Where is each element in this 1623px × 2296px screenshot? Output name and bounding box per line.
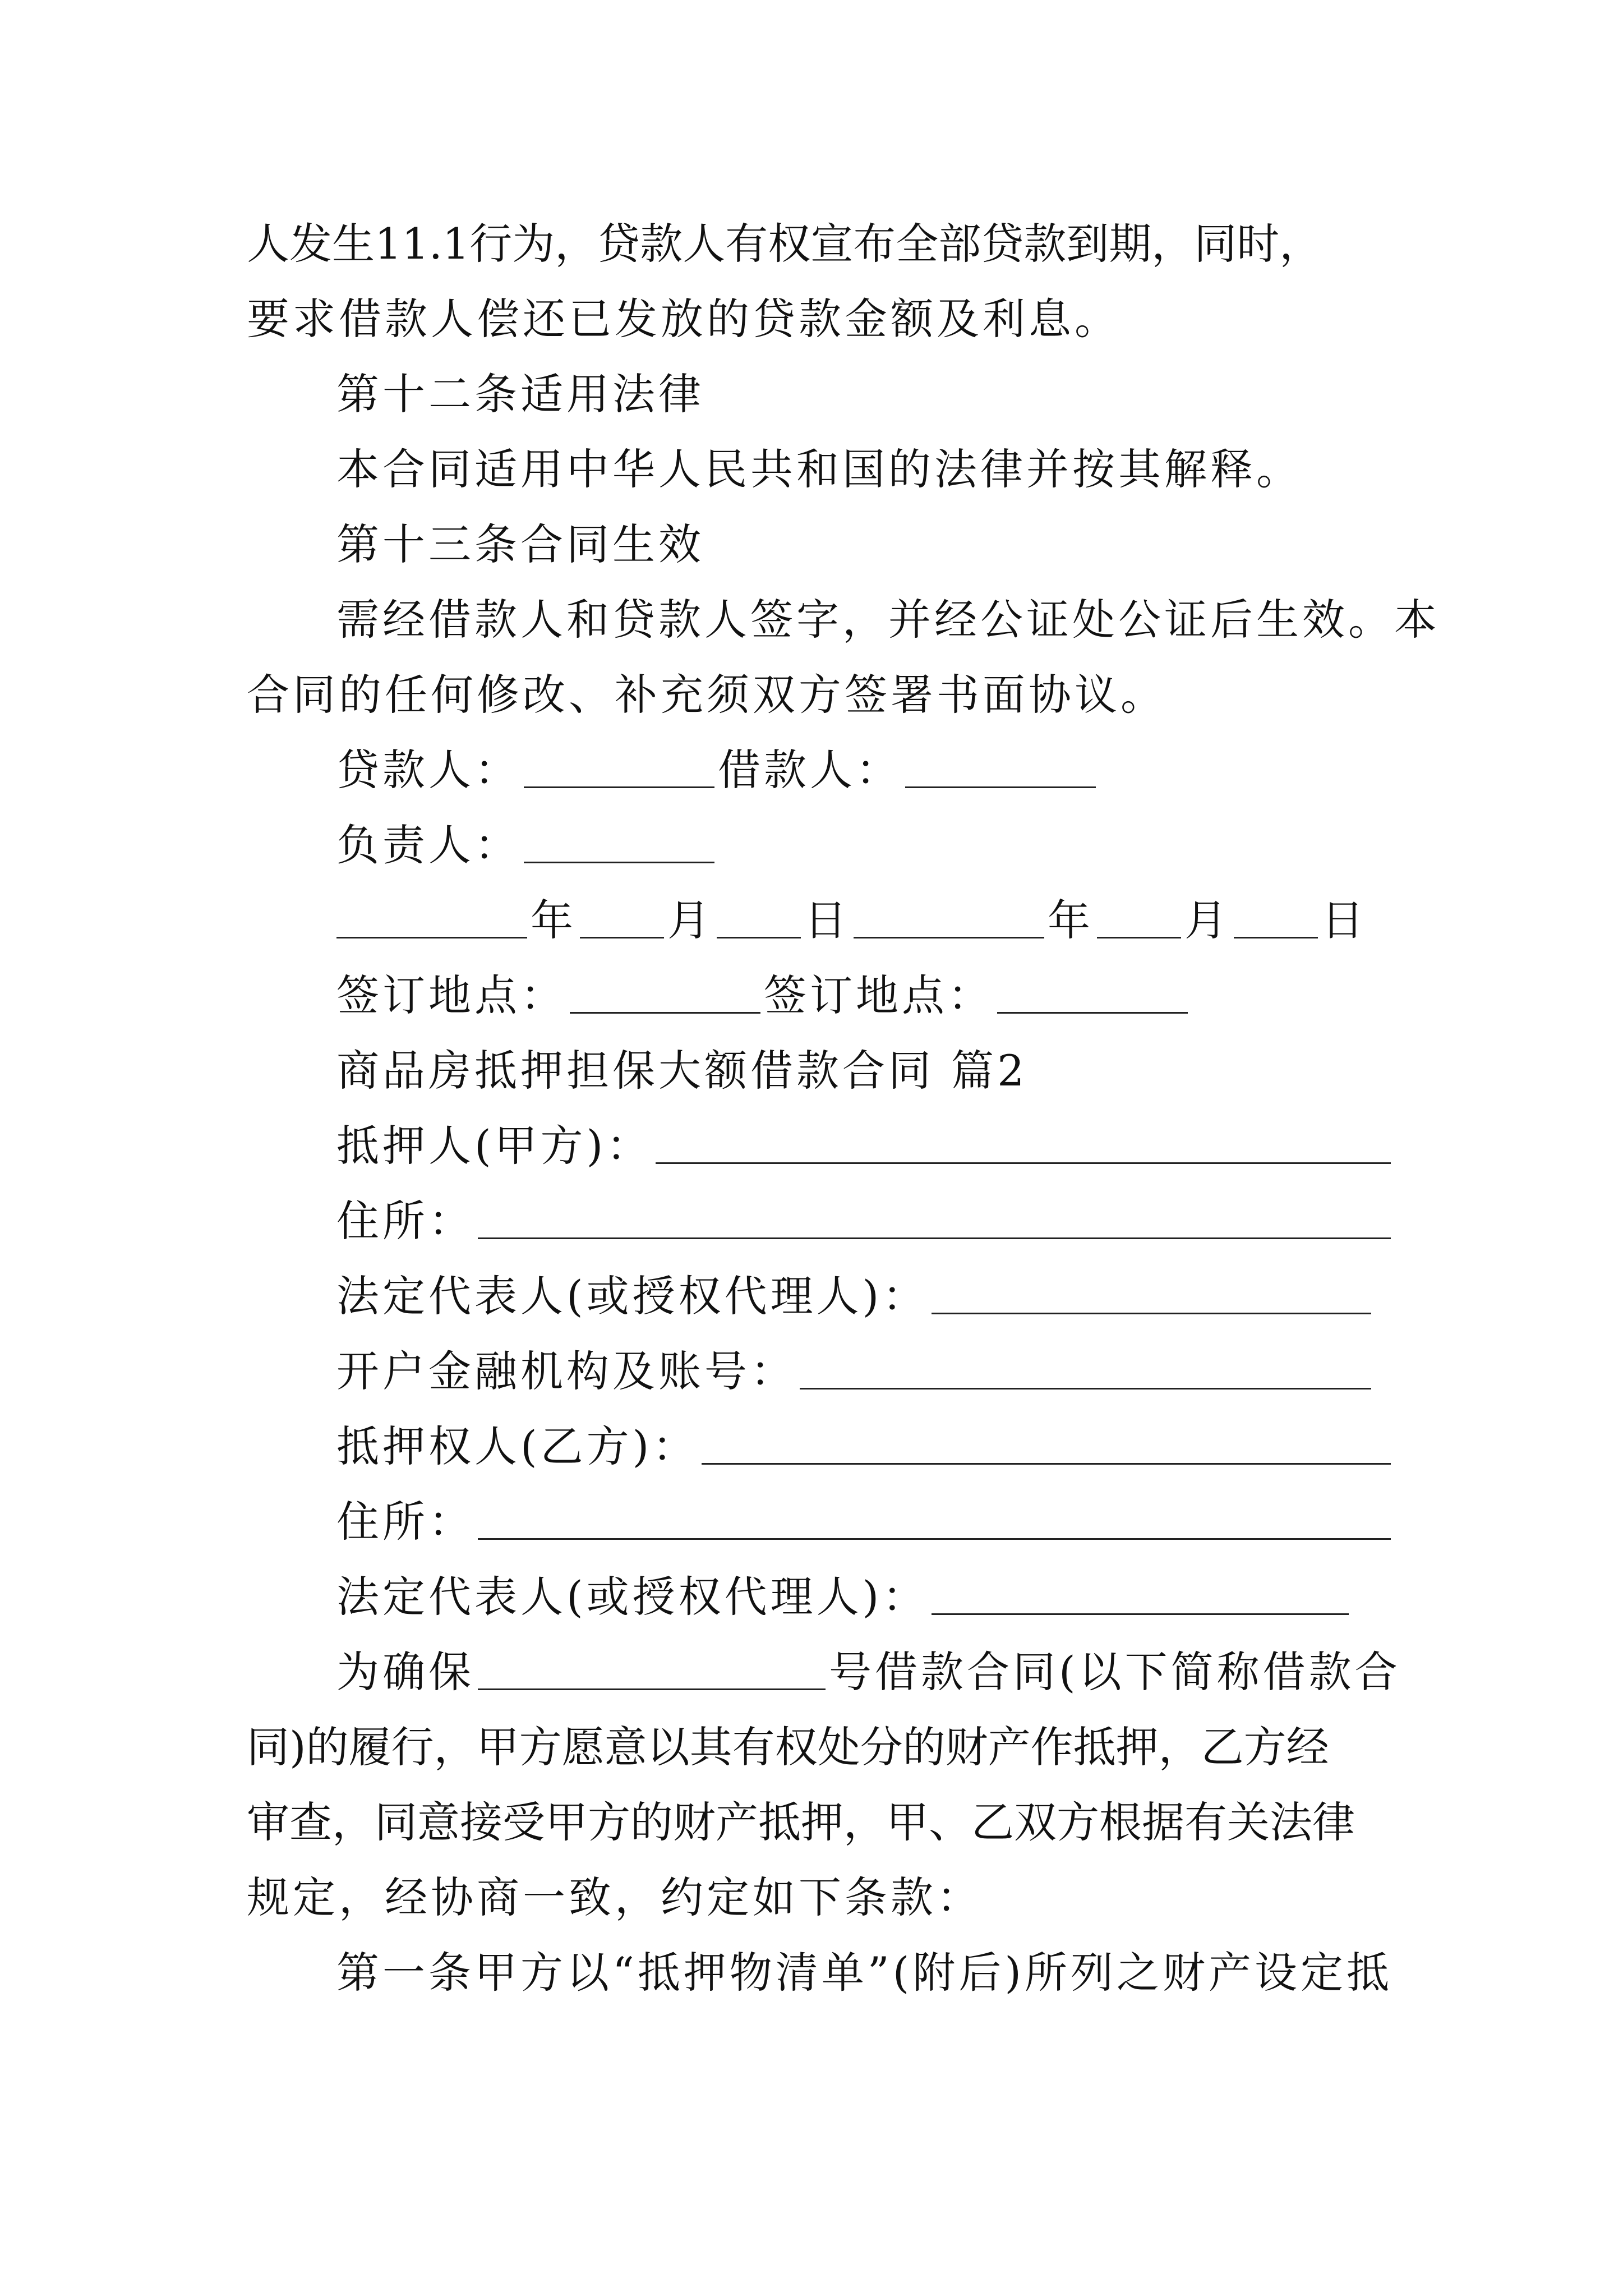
borrower-label: 借款人： (718, 745, 902, 795)
field-row (336, 1188, 1391, 1255)
field-row (336, 1488, 1391, 1556)
legal-rep-label: 法定代表人(或授权代理人)： (336, 1572, 929, 1622)
field-row (336, 1413, 1391, 1480)
place-blank[interactable] (570, 972, 760, 1014)
mortgagor-blank[interactable] (656, 1122, 1391, 1164)
address-blank[interactable] (478, 1498, 1391, 1540)
lender-label: 贷款人： (336, 745, 520, 795)
day-label: 日 (1321, 895, 1367, 945)
text-segment: 为确保 (336, 1647, 474, 1697)
day-blank[interactable] (1234, 896, 1318, 938)
place-label: 签订地点： (336, 970, 566, 1020)
paragraph-line (247, 1714, 1391, 1781)
field-row (336, 1112, 1391, 1180)
address-label: 住所： (336, 1196, 474, 1246)
signature-row-parties (336, 737, 1391, 804)
bank-account-label: 开户金融机构及账号： (336, 1346, 796, 1396)
month-label: 月 (667, 895, 713, 945)
paragraph-line (247, 210, 1391, 278)
year-label: 年 (531, 895, 577, 945)
year-label: 年 (1048, 895, 1094, 945)
clause-heading: 第十三条合同生效 (336, 519, 704, 569)
clause-heading: 第十二条适用法律 (336, 369, 704, 419)
mortgagee-label: 抵押权人(乙方)： (336, 1421, 699, 1471)
paragraph-line (247, 1789, 1391, 1856)
section-title: 商品房抵押担保大额借款合同 篇2 (336, 1046, 1028, 1096)
mortgagee-blank[interactable] (702, 1423, 1391, 1465)
place-label: 签订地点： (764, 970, 994, 1020)
paragraph-line: 要求借款人偿还已发放的贷款金额及利息。 (247, 294, 1121, 344)
contract-number-blank[interactable] (478, 1648, 826, 1690)
legal-rep-blank[interactable] (932, 1573, 1349, 1615)
day-label: 日 (804, 895, 850, 945)
text-line: 审查，同意接受甲方的财产抵押，甲、乙双方根据有关法律 (247, 1797, 1355, 1847)
paragraph-line: 合同的任何修改、补充须双方签署书面协议。 (247, 670, 1166, 720)
month-blank[interactable] (580, 896, 664, 938)
address-blank[interactable] (478, 1197, 1391, 1239)
paragraph-line: 第一条甲方以“抵押物清单”(附后)所列之财产设定抵 (336, 1948, 1393, 1998)
field-row (336, 1263, 1391, 1330)
address-label: 住所： (336, 1497, 474, 1547)
person-in-charge-blank[interactable] (524, 821, 714, 863)
legal-rep-label: 法定代表人(或授权代理人)： (336, 1271, 929, 1321)
lender-blank[interactable] (524, 746, 714, 788)
borrower-blank[interactable] (905, 746, 1096, 788)
mortgagor-label: 抵押人(甲方)： (336, 1121, 653, 1171)
month-blank[interactable] (1097, 896, 1181, 938)
paragraph-line: 需经借款人和贷款人签字，并经公证处公证后生效。本 (336, 595, 1440, 645)
month-label: 月 (1184, 895, 1230, 945)
signature-row-dates (336, 887, 1391, 954)
bank-account-blank[interactable] (800, 1347, 1371, 1389)
paragraph-line: 本合同适用中华人民共和国的法律并按其解释。 (336, 444, 1302, 494)
person-in-charge-label: 负责人： (336, 820, 520, 870)
year-blank[interactable] (854, 896, 1044, 938)
place-blank[interactable] (997, 972, 1188, 1014)
day-blank[interactable] (717, 896, 801, 938)
field-row (336, 1563, 1391, 1631)
text-segment: 号借款合同(以下简称借款合 (829, 1647, 1401, 1697)
text-line: 人发生11.1行为，贷款人有权宣布全部贷款到期，同时， (247, 219, 1322, 269)
year-blank[interactable] (336, 896, 527, 938)
text-line: 同)的履行，甲方愿意以其有权处分的财产作抵押，乙方经 (247, 1722, 1329, 1772)
paragraph-line: 规定，经协商一致，约定如下条款： (247, 1872, 983, 1922)
legal-rep-blank[interactable] (932, 1272, 1371, 1314)
signature-row-responsible (336, 812, 1391, 879)
paragraph-line (336, 1639, 1401, 1706)
signature-row-place (336, 962, 1391, 1029)
field-row (336, 1338, 1391, 1405)
